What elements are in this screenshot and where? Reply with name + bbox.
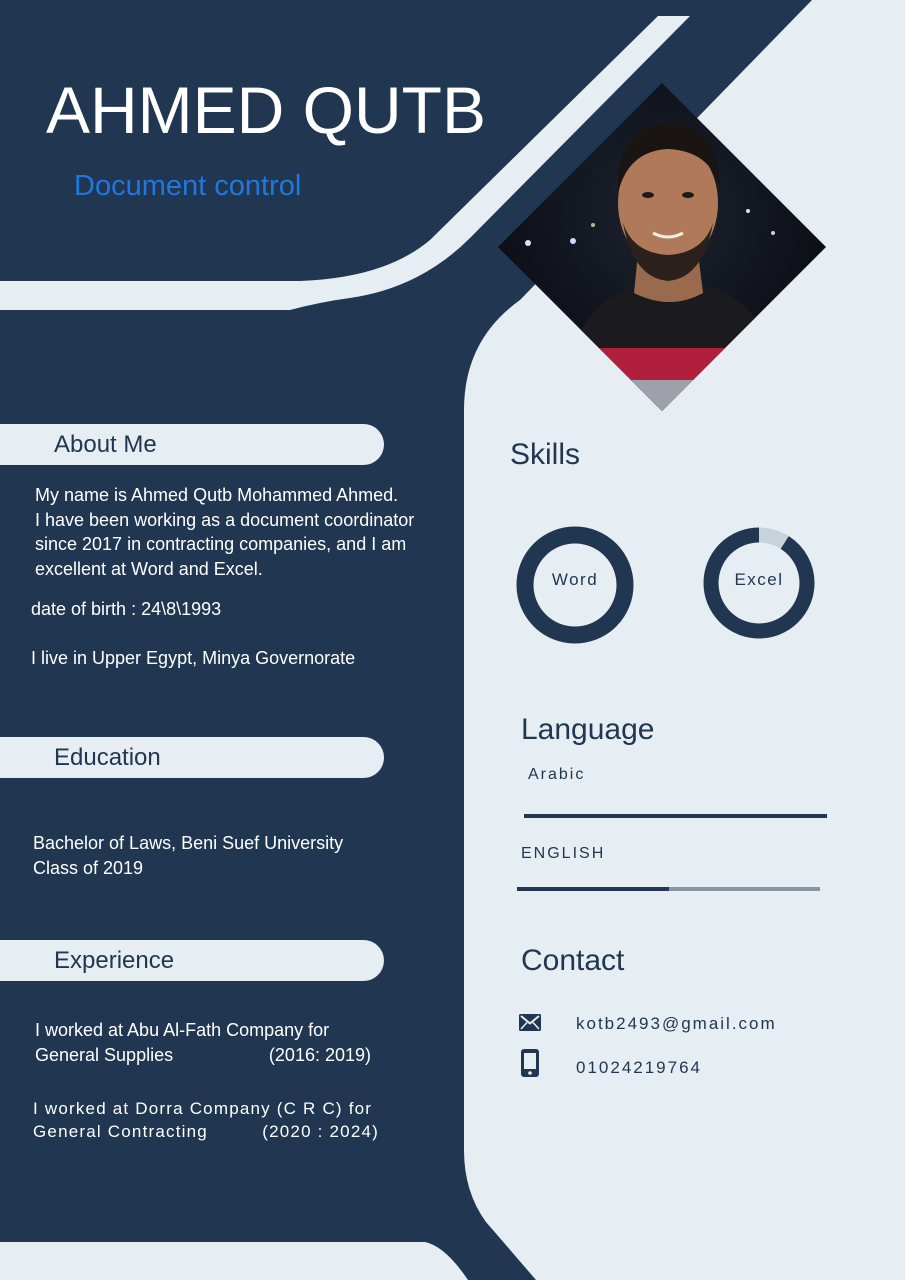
envelope-icon xyxy=(519,1014,541,1031)
education-class: Class of 2019 xyxy=(33,857,144,878)
education-degree: Bachelor of Laws, Beni Suef University xyxy=(33,833,344,853)
experience-item xyxy=(35,1018,395,1067)
experience-period: (2020 : 2024) xyxy=(262,1122,379,1141)
language-bar-track xyxy=(524,814,827,818)
experience-period: (2016: 2019) xyxy=(268,1044,371,1065)
experience-section-header xyxy=(0,940,384,981)
contact-email[interactable]: kotb2493@gmail.com xyxy=(576,1014,777,1033)
contact-phone[interactable]: 01024219764 xyxy=(576,1058,703,1077)
about-line: excellent at Word and Excel. xyxy=(35,558,263,579)
language-bar-fill xyxy=(517,887,669,891)
about-line: My name is Ahmed Qutb Mohammed Ahmed. xyxy=(35,485,399,505)
about-line: since 2017 in contracting companies, and I am xyxy=(35,534,407,554)
experience-line: General Contracting xyxy=(33,1122,208,1141)
language-name: Arabic xyxy=(528,766,586,783)
about-line: I have been working as a document coordinator xyxy=(35,509,415,530)
experience-item xyxy=(33,1097,413,1143)
about-title: About Me xyxy=(54,431,157,458)
residence: I live in Upper Egypt, Minya Governorate xyxy=(31,648,356,668)
education-title: Education xyxy=(54,744,161,771)
about-section-header xyxy=(0,424,384,465)
experience-line: General Supplies xyxy=(35,1044,174,1065)
candidate-name: AHMED QUTB xyxy=(46,73,487,147)
skill-name: Excel xyxy=(734,570,784,589)
experience-line: I worked at Dorra Company (C R C) for xyxy=(33,1099,373,1118)
mobile-phone-icon xyxy=(521,1049,539,1077)
skill-name: Word xyxy=(551,570,599,589)
experience-row xyxy=(35,1043,395,1068)
experience-line: I worked at Abu Al-Fath Company for xyxy=(35,1020,330,1040)
language-name: ENGLISH xyxy=(521,845,606,862)
language-bar-track xyxy=(517,887,820,891)
contact-title: Contact xyxy=(521,944,625,977)
candidate-role: Document control xyxy=(74,170,302,202)
skills-title: Skills xyxy=(510,438,581,471)
education-section-header xyxy=(0,737,384,778)
language-bar-fill xyxy=(524,814,827,818)
skill-ring xyxy=(700,524,818,642)
language-title: Language xyxy=(521,713,655,746)
education-text xyxy=(33,831,343,880)
experience-title: Experience xyxy=(54,947,175,974)
about-text xyxy=(35,483,455,581)
experience-row xyxy=(33,1120,413,1143)
skill-ring xyxy=(514,524,636,646)
date-of-birth: date of birth : 24\8\1993 xyxy=(31,599,222,619)
